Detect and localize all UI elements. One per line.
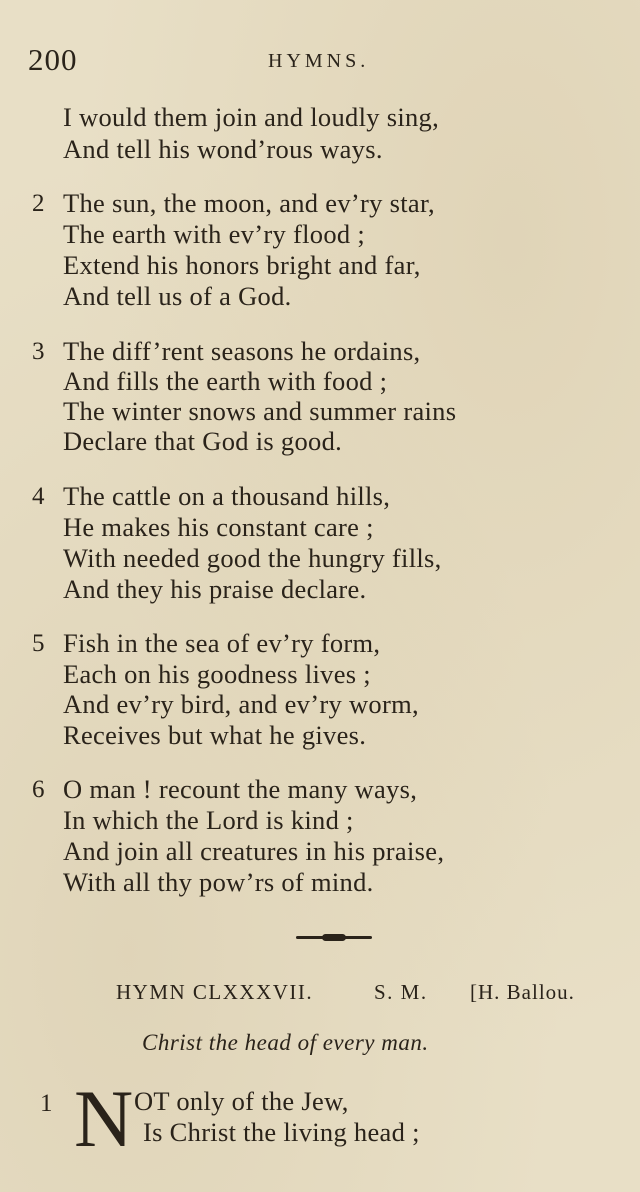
hymn-meter: S. M. [374, 980, 428, 1004]
verse-line: In which the Lord is kind ; [63, 805, 354, 835]
hymn-heading: HYMN CLXXXVII. [116, 980, 314, 1004]
stanza-number: 3 [32, 338, 45, 365]
verse-line: And they his praise declare. [63, 574, 367, 604]
page-number: 200 [28, 42, 78, 77]
verse-line: Fish in the sea of ev’ry form, [63, 628, 381, 658]
verse-line: With all thy pow’rs of mind. [63, 867, 374, 897]
verse-line: I would them join and loudly sing, [63, 102, 440, 132]
verse-line: The diff’rent seasons he ordains, [63, 336, 421, 366]
stanza-number: 6 [32, 776, 45, 803]
stanza-number: 5 [32, 630, 45, 657]
verse-line: Each on his goodness lives ; [63, 659, 371, 689]
verse-line: And tell his wond’rous ways. [63, 134, 383, 164]
verse-line: OT only of the Jew, [134, 1086, 349, 1116]
stanza-number: 4 [32, 483, 45, 510]
verse-line: And ev’ry bird, and ev’ry worm, [63, 689, 419, 719]
verse-line: Receives but what he gives. [63, 720, 367, 750]
stanza-number: 2 [32, 190, 45, 217]
verse-line: And join all creatures in his praise, [63, 836, 445, 866]
verse-line: Extend his honors bright and far, [63, 250, 421, 280]
verse-line: And tell us of a God. [63, 281, 292, 311]
hymn-author: [H. Ballou. [470, 980, 575, 1004]
hymn-title: Christ the head of every man. [142, 1030, 429, 1055]
verse-line: O man ! recount the many ways, [63, 774, 418, 804]
drop-cap: N [74, 1073, 134, 1164]
verse-line: He makes his constant care ; [63, 512, 374, 542]
verse-line: With needed good the hungry fills, [63, 543, 442, 573]
verse-line: Is Christ the living head ; [143, 1117, 420, 1147]
ornamental-rule-center [322, 934, 346, 941]
stanza-number: 1 [40, 1090, 53, 1117]
verse-line: The sun, the moon, and ev’ry star, [63, 188, 435, 218]
verse-line: The winter snows and summer rains [63, 396, 457, 426]
verse-line: The cattle on a thousand hills, [63, 481, 391, 511]
running-head: HYMNS. [268, 50, 370, 72]
verse-line: And fills the earth with food ; [63, 366, 388, 396]
verse-line: The earth with ev’ry flood ; [63, 219, 366, 249]
verse-line: Declare that God is good. [63, 426, 343, 456]
